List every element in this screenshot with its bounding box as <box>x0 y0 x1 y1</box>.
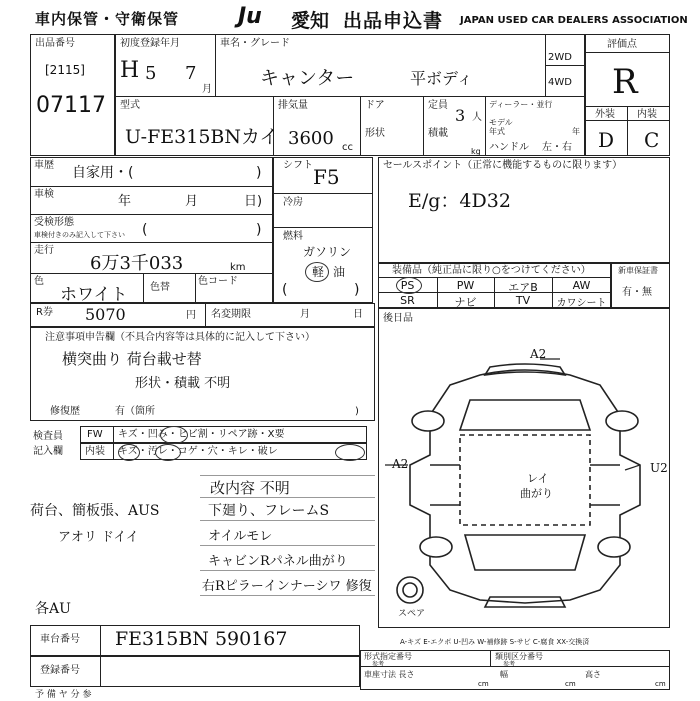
capacity-label: 定員 <box>428 100 448 111</box>
notes-label: 注意事項申告欄（不具合内容等は具体的に記入して下さい） <box>45 332 315 343</box>
equip-leather: カワシート <box>556 298 607 309</box>
ac-label: 冷房 <box>283 197 303 208</box>
recycle-value: 5070 <box>85 305 126 324</box>
rear-window-shape <box>465 535 585 570</box>
shape-label: 形状 <box>365 128 385 139</box>
fuel-paren-open: ( <box>282 282 288 298</box>
interior-label-row: 内装 <box>85 446 105 457</box>
model-body: 平ボディ <box>410 69 473 88</box>
exterior-label: 外装 <box>595 109 615 120</box>
damage-legend: A-キズ E-エクボ U-凹み W-補修跡 S-サビ C-腐食 XX-交換済 <box>400 638 590 646</box>
fuel-gasoline: ガソリン <box>303 245 352 259</box>
dimension-width-unit: cm <box>565 680 576 688</box>
doors-label: ドア <box>365 100 385 111</box>
grade-value: R <box>612 62 638 102</box>
lot-number: 07117 <box>36 93 106 118</box>
history-close: ) <box>256 165 262 181</box>
recycle-label: R券 <box>36 307 53 318</box>
ju-logo-icon: Ju <box>238 4 262 29</box>
form-title: 出品申込書 <box>343 10 444 32</box>
shift-label: シフト <box>283 160 313 171</box>
fuel-light: 軽 <box>312 265 325 279</box>
name-change-day: 日 <box>353 309 363 320</box>
model-label: 車名・グレード <box>220 38 290 49</box>
category-ref: 参考 <box>503 661 516 668</box>
repair-value: 有（箇所 <box>115 406 155 417</box>
inspector-note-6: キャビンRパネル曲がり <box>208 554 348 569</box>
dimension-height-unit: cm <box>655 680 666 688</box>
load-label: 積載 <box>428 128 448 139</box>
int-circle-mark-1 <box>118 444 140 461</box>
fw-circle-mark <box>160 426 188 444</box>
sales-point-label: セールスポイント（正常に機能するものに限ります） <box>383 160 623 171</box>
acceptance-label: 受検形態 <box>34 217 74 228</box>
year-label: 年式 <box>489 127 505 136</box>
fuel-circle-mark <box>305 262 329 282</box>
association-name: JAPAN USED CAR DEALERS ASSOCIATION <box>460 15 688 26</box>
wheel-rl-shape <box>420 537 452 557</box>
dimension-height: 高さ <box>585 670 601 679</box>
inspector-label: 検査員 <box>33 431 63 442</box>
diagram-mark-roof: レイ <box>527 472 549 485</box>
rear-bumper-shape <box>485 597 565 607</box>
storage-label: 車内保管・守衛保管 <box>35 10 180 28</box>
fw-label: FW <box>87 429 103 440</box>
capacity-unit: 人 <box>472 112 482 123</box>
dimension-width: 幅 <box>500 670 508 679</box>
equip-tv: TV <box>515 294 531 307</box>
history-value: 自家用・( <box>72 165 134 181</box>
equip-airbag: エアB <box>508 281 538 294</box>
year-unit: 年 <box>572 127 580 136</box>
inspector-note-7: 右Rピラーインナーシワ 修復 <box>202 579 372 594</box>
equipment-label: 装備品（純正品に限り○をつけてください） <box>392 265 591 276</box>
wheel-fr-shape <box>606 411 638 431</box>
warranty-label: 新車保証書 <box>618 266 658 275</box>
registration-month: 7 <box>185 63 197 84</box>
windshield-shape <box>460 400 590 430</box>
diagram-mark-u2-right: U2 <box>650 461 668 475</box>
inspection-year: 年 <box>118 194 132 209</box>
inspector-note-5: オイルモレ <box>208 529 273 544</box>
spare-tire-hub-shape <box>403 583 417 597</box>
footer-bottom-row: 予 備 ヤ 分 参 <box>35 690 92 700</box>
notes-line1: 横突曲り 荷台載せ替 <box>62 350 202 368</box>
entry-label: 記入欄 <box>33 446 63 457</box>
equip-pw: PW <box>456 279 475 292</box>
load-unit: kg <box>471 147 481 156</box>
displacement-unit: cc <box>342 142 353 153</box>
diagram-mark-a2-left: A2 <box>392 457 409 471</box>
displacement-label: 排気量 <box>278 100 308 111</box>
exterior-grade: D <box>598 128 615 152</box>
acceptance-note: 車検付きのみ記入して下さい <box>34 231 125 239</box>
fuel-paren-close: ) <box>354 282 360 298</box>
roof-shape <box>460 435 590 525</box>
car-diagram <box>380 335 668 625</box>
registration-month-unit: 月 <box>202 84 212 95</box>
inspection-label: 車検 <box>34 189 54 200</box>
fw-items: キズ・凹み・ヒビ割・リペア跡・X要 <box>118 429 285 440</box>
fuel-oil: 油 <box>333 265 346 279</box>
inspector-note-4: 下廻り、フレームS <box>208 503 330 519</box>
handle-label: ハンドル <box>489 142 529 153</box>
inspector-note-3: 改内容 不明 <box>210 479 290 497</box>
designated-label: 形式指定番号 <box>364 652 412 661</box>
brand-name: 愛知 <box>291 10 330 32</box>
color-code-label: 色コード <box>198 276 238 287</box>
ps-circle-mark <box>396 277 422 294</box>
wheel-rr-shape <box>598 537 630 557</box>
interior-grade: C <box>644 128 660 152</box>
equip-aw: AW <box>572 279 591 292</box>
diagram-mark-bent: 曲がり <box>520 487 553 500</box>
lot-sub-number: [2115] <box>45 63 85 77</box>
color-label: 色 <box>34 276 44 287</box>
inspector-note-2: アオリ ドイイ <box>58 530 139 545</box>
sales-point-value: E/g：4D32 <box>408 190 511 212</box>
mileage-unit: km <box>230 262 246 273</box>
wheel-fl-shape <box>412 411 444 431</box>
drive-2wd: 2WD <box>548 52 572 63</box>
capacity-value: 3 <box>455 106 466 125</box>
shift-value: F5 <box>313 165 340 189</box>
repair-close: ) <box>355 406 359 417</box>
mileage-label: 走行 <box>34 245 54 256</box>
int-circle-mark-2 <box>155 444 181 461</box>
registration-label: 初度登録年月 <box>120 38 180 49</box>
color-value: ホワイト <box>60 285 128 305</box>
drive-4wd: 4WD <box>548 77 572 88</box>
registration-era: H <box>120 58 140 83</box>
chassis-label: 車台番号 <box>40 634 80 645</box>
interior-items: キズ・汚レ・コゲ・穴・キレ・破レ <box>118 446 278 457</box>
history-label: 車歴 <box>34 160 54 171</box>
int-circle-mark-3 <box>335 444 365 461</box>
name-change-month: 月 <box>300 309 310 320</box>
spare-label: スペア <box>398 609 426 619</box>
notes-line2: 形状・積載 不明 <box>135 376 231 391</box>
diagram-mark-a2-top: A2 <box>530 347 547 361</box>
equip-sr: SR <box>400 294 415 307</box>
inspector-note-1: 荷台、簡板張、AUS <box>30 503 160 519</box>
fuel-label: 燃料 <box>283 231 303 242</box>
name-change-label: 名変期限 <box>211 309 251 320</box>
dimension-length-unit: cm <box>478 680 489 688</box>
mileage-value: 6万3千033 <box>90 253 184 274</box>
color-change-label: 色替 <box>150 282 170 293</box>
repair-label: 修復歴 <box>50 406 80 417</box>
model-name: キャンター <box>260 67 355 89</box>
interior-label: 内装 <box>637 109 657 120</box>
acceptance-close: ) <box>256 222 262 238</box>
dealer-label: ディーラー・並行 <box>489 100 553 109</box>
registration-year: 5 <box>145 63 157 84</box>
chassis-value: FE315BN 590167 <box>115 628 288 650</box>
designated-ref: 参考 <box>372 661 385 668</box>
handle-options: 左・右 <box>542 142 572 153</box>
equip-navi: ナビ <box>454 296 477 309</box>
lot-label: 出品番号 <box>35 38 75 49</box>
type-value: U-FE315BNカイ <box>125 126 279 148</box>
grade-label: 評価点 <box>607 39 637 50</box>
model-year-label: モデル <box>489 118 513 127</box>
inspection-day: 日) <box>244 194 263 209</box>
acceptance-open: ( <box>142 222 148 238</box>
category-label: 類別区分番号 <box>495 652 543 661</box>
recycle-row <box>30 303 375 327</box>
dimension-length: 車座寸法 長さ <box>364 670 415 679</box>
inspector-note-8: 各AU <box>35 601 71 617</box>
warranty-value: 有・無 <box>622 287 652 298</box>
equip-ps: PS <box>400 279 415 292</box>
displacement-value: 3600 <box>288 128 334 149</box>
plate-label: 登録番号 <box>40 665 80 676</box>
type-label: 型式 <box>120 100 140 111</box>
recycle-unit: 円 <box>186 310 196 321</box>
accessories-label: 後日品 <box>383 313 413 324</box>
inspection-month: 月 <box>185 194 199 209</box>
